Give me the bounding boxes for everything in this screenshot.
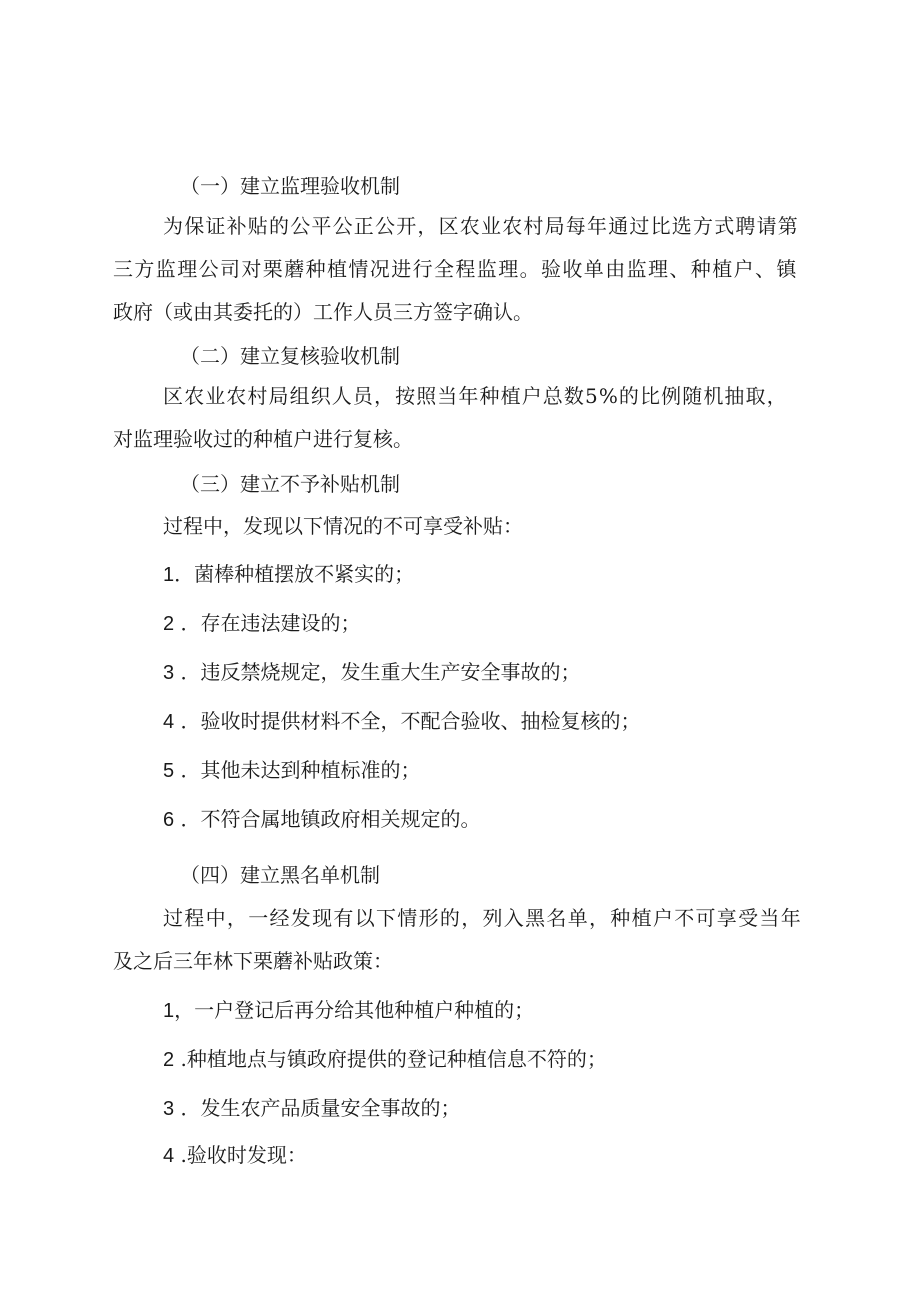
list-item-separator: ．: [174, 1096, 201, 1120]
list-item-number: 4: [163, 711, 175, 733]
list-item: [163, 609, 360, 637]
list-item-text: 不符合属地镇政府相关规定的。: [200, 807, 481, 831]
list-item-number: 2: [163, 1049, 175, 1071]
list-item-separator: ．: [174, 562, 195, 586]
list-item-text: 违反禁烧规定，发生重大生产安全事故的；: [200, 660, 581, 684]
list-item: [163, 805, 480, 833]
list-item-text: 存在违法建设的；: [200, 611, 361, 635]
list-item-number: 1: [163, 1000, 175, 1022]
section-heading-1: （一）建立监理验收机制: [180, 174, 400, 198]
paragraph-line: 为保证补贴的公平公正公开，区农业农村局每年通过比选方式聘请第: [163, 214, 799, 238]
list-item-number: 3: [163, 1098, 175, 1120]
list-item: [163, 1045, 607, 1073]
list-item-number: 1: [163, 564, 175, 586]
list-item: [163, 1141, 307, 1169]
section-heading-2: （二）建立复核验收机制: [180, 344, 400, 368]
list-item: [163, 756, 420, 784]
paragraph-line: 三方监理公司对栗蘑种植情况进行全程监理。验收单由监理、种植户、镇: [113, 257, 798, 281]
list-item-text: 菌棒种植摆放不紧实的；: [194, 562, 415, 586]
list-item-separator: ．: [174, 660, 201, 684]
list-item-separator: .: [174, 1047, 187, 1071]
list-item-number: 5: [163, 760, 175, 782]
list-item-text: 一户登记后再分给其他种植户种植的；: [194, 998, 535, 1022]
list-item-separator: ．: [174, 709, 201, 733]
list-item-number: 6: [163, 809, 175, 831]
list-item-separator: ．: [174, 758, 201, 782]
list-item-text: 验收时发现：: [186, 1143, 307, 1167]
list-item: [163, 560, 414, 588]
list-item: [163, 1094, 460, 1122]
list-item-separator: ，: [174, 998, 195, 1022]
list-item-number: 2: [163, 613, 175, 635]
section-intro: 过程中，发现以下情况的不可享受补贴：: [163, 514, 523, 538]
list-item-text: 发生农产品质量安全事故的；: [200, 1096, 461, 1120]
paragraph-line: 政府（或由其委托的）工作人员三方签字确认。: [113, 300, 533, 324]
paragraph-line: 及之后三年林下栗蘑补贴政策：: [113, 949, 393, 973]
section-heading-3: （三）建立不予补贴机制: [180, 472, 400, 496]
section-heading-4: （四）建立黑名单机制: [180, 863, 380, 887]
list-item-text: 其他未达到种植标准的；: [200, 758, 421, 782]
paragraph-line: 过程中，一经发现有以下情形的，列入黑名单，种植户不可享受当年: [163, 906, 802, 930]
list-item-separator: ．: [174, 611, 201, 635]
list-item: [163, 996, 534, 1024]
paragraph-line: 区农业农村局组织人员，按照当年种植户总数5%的比例随机抽取，: [163, 384, 788, 408]
list-item: [163, 658, 580, 686]
list-item: [163, 707, 640, 735]
list-item-text: 验收时提供材料不全，不配合验收、抽检复核的；: [200, 709, 641, 733]
list-item-separator: ．: [174, 807, 201, 831]
list-item-text: 种植地点与镇政府提供的登记种植信息不符的；: [186, 1047, 607, 1071]
list-item-separator: .: [174, 1143, 187, 1167]
paragraph-line: 对监理验收过的种植户进行复核。: [113, 427, 413, 451]
list-item-number: 3: [163, 662, 175, 684]
list-item-number: 4: [163, 1145, 175, 1167]
